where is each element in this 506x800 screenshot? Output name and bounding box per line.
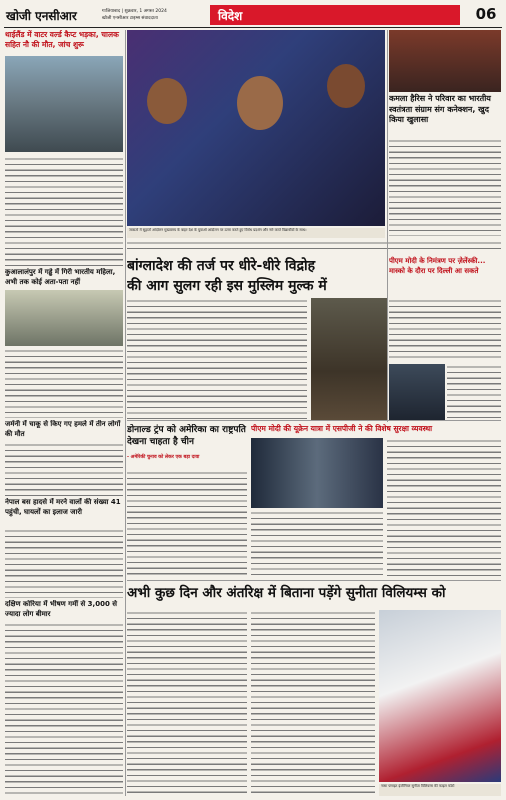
article-modi-invite <box>389 256 501 296</box>
modi-invite-headline-1: पीएम मोदी के निमंत्रण पर ज़ेलेंस्की... <box>389 257 486 265</box>
article-kamala <box>389 30 501 236</box>
modi-ukraine-body-1 <box>251 510 383 578</box>
paper-logo: खोजी एनसीआर <box>6 9 77 23</box>
kualalumpur-body <box>5 348 123 418</box>
modi-invite-headline-2: मास्को के दौरा पर दिल्ली आ सकते <box>389 267 479 275</box>
bangladesh-body <box>127 298 307 420</box>
williams-headline: अभी कुछ दिन और अंतरिक्ष में बिताना पड़ेंगे सुनीता विलियम्स को <box>127 585 446 601</box>
masthead <box>4 4 502 26</box>
article-southkorea <box>5 600 123 796</box>
trump-body <box>127 470 247 578</box>
protester-face <box>147 78 187 124</box>
modi-ukraine-headline: पीएम मोदी की यूक्रेन यात्रा में एसपीजी ने की विशेष सुरक्षा व्यवस्था <box>251 424 433 433</box>
main-protest-photo <box>127 30 385 226</box>
southkorea-body <box>5 622 123 796</box>
article-kualalumpur <box>5 268 123 418</box>
article-modi-ukraine <box>251 424 501 578</box>
williams-photo <box>379 610 501 782</box>
germany-body <box>5 442 123 496</box>
modi-invite-body <box>389 298 501 362</box>
article-germany <box>5 420 123 496</box>
page-number: 06 <box>475 5 497 23</box>
trump-subheadline: - अमेरिकी चुनाव को लेकर एक बड़ा दावा <box>127 455 200 460</box>
kamala-body <box>389 138 501 236</box>
section-title: विदेश <box>218 9 243 23</box>
bangladesh-headline-block <box>127 256 387 296</box>
modi-invite-body-2 <box>447 364 501 420</box>
kualalumpur-photo <box>5 290 123 346</box>
southkorea-headline: दक्षिण कोरिया में भीषण गर्मी से 3,000 से ज्यादा लोग बीमार <box>5 600 117 618</box>
williams-headline-block <box>127 582 501 608</box>
modi-ukraine-body-2 <box>387 438 501 578</box>
issue-line-2: खोजी एनसीआर टाइम्स संवाददाता <box>102 16 158 21</box>
main-photo-caption: जकार्ता में सुहार्तो आंदोलन मुख्यालय के बाहर देश के युवाओं आंदोलन पर उतरा करते हुए विरोध प्रदर्शन और नारे करते विद्यार्थीयों के साथ। <box>127 228 385 238</box>
trump-headline: डोनाल्ड ट्रंप को अमेरिका का राष्ट्रपति देखना चाहता है चीन <box>127 425 246 447</box>
williams-body-1 <box>127 610 247 796</box>
protester-face <box>327 64 365 108</box>
kamala-headline: कमला हैरिस ने परिवार का भारतीय स्वतंत्रता संग्राम संग कनेक्शन, खुद किया खुलासा <box>389 94 491 124</box>
zelensky-photo <box>389 364 445 420</box>
column-rule <box>125 30 126 796</box>
thailand-body <box>5 156 123 266</box>
nepal-body <box>5 528 123 598</box>
masthead-rule <box>4 27 502 28</box>
bangladesh-crowd-photo <box>311 298 387 420</box>
issue-line-1: गाजियाबाद | शुक्रवार, 1 अगस्त 2024 <box>102 9 167 14</box>
section-rule <box>127 580 501 581</box>
column-rule <box>387 30 388 422</box>
bangladesh-headline-line-1: बांग्लादेश की तर्ज पर धीरे-धीरे विद्रोह <box>127 258 316 274</box>
kualalumpur-headline: कुआलालंपुर में गड्ढे में गिरी भारतीय महिला, अभी तक कोई अता-पता नहीं <box>5 268 116 286</box>
nepal-headline: नेपाल बस हादसे में मरने वालों की संख्या 41 पहुंची, घायलों का इलाज जारी <box>5 498 121 516</box>
williams-body-2 <box>251 610 375 796</box>
section-rule <box>127 420 501 421</box>
article-trump <box>127 424 247 468</box>
germany-headline: जर्मनी में चाकू से किए गए हमले में तीन लोगों की मौत <box>5 420 121 438</box>
kamala-photo <box>389 30 501 92</box>
section-banner <box>210 5 460 25</box>
bangladesh-headline-line-2: की आग सुलग रही इस मुस्लिम मुल्क में <box>127 278 327 294</box>
thailand-photo <box>5 56 123 152</box>
protester-face <box>237 76 283 130</box>
modi-ukraine-photo <box>251 438 383 508</box>
thailand-headline: थाईलैंड में वाटर वर्ल्ड कैप्ट भड़का, चालक सहित नौ की मौत, जांच शुरू <box>5 30 119 49</box>
article-thailand <box>5 30 123 266</box>
article-nepal <box>5 498 123 598</box>
article-strip-body <box>127 240 501 252</box>
williams-photo-caption: नासा फ्लाइट इंजीनियर सुनीता विलियम्स की फाइल फोटो <box>379 784 501 796</box>
